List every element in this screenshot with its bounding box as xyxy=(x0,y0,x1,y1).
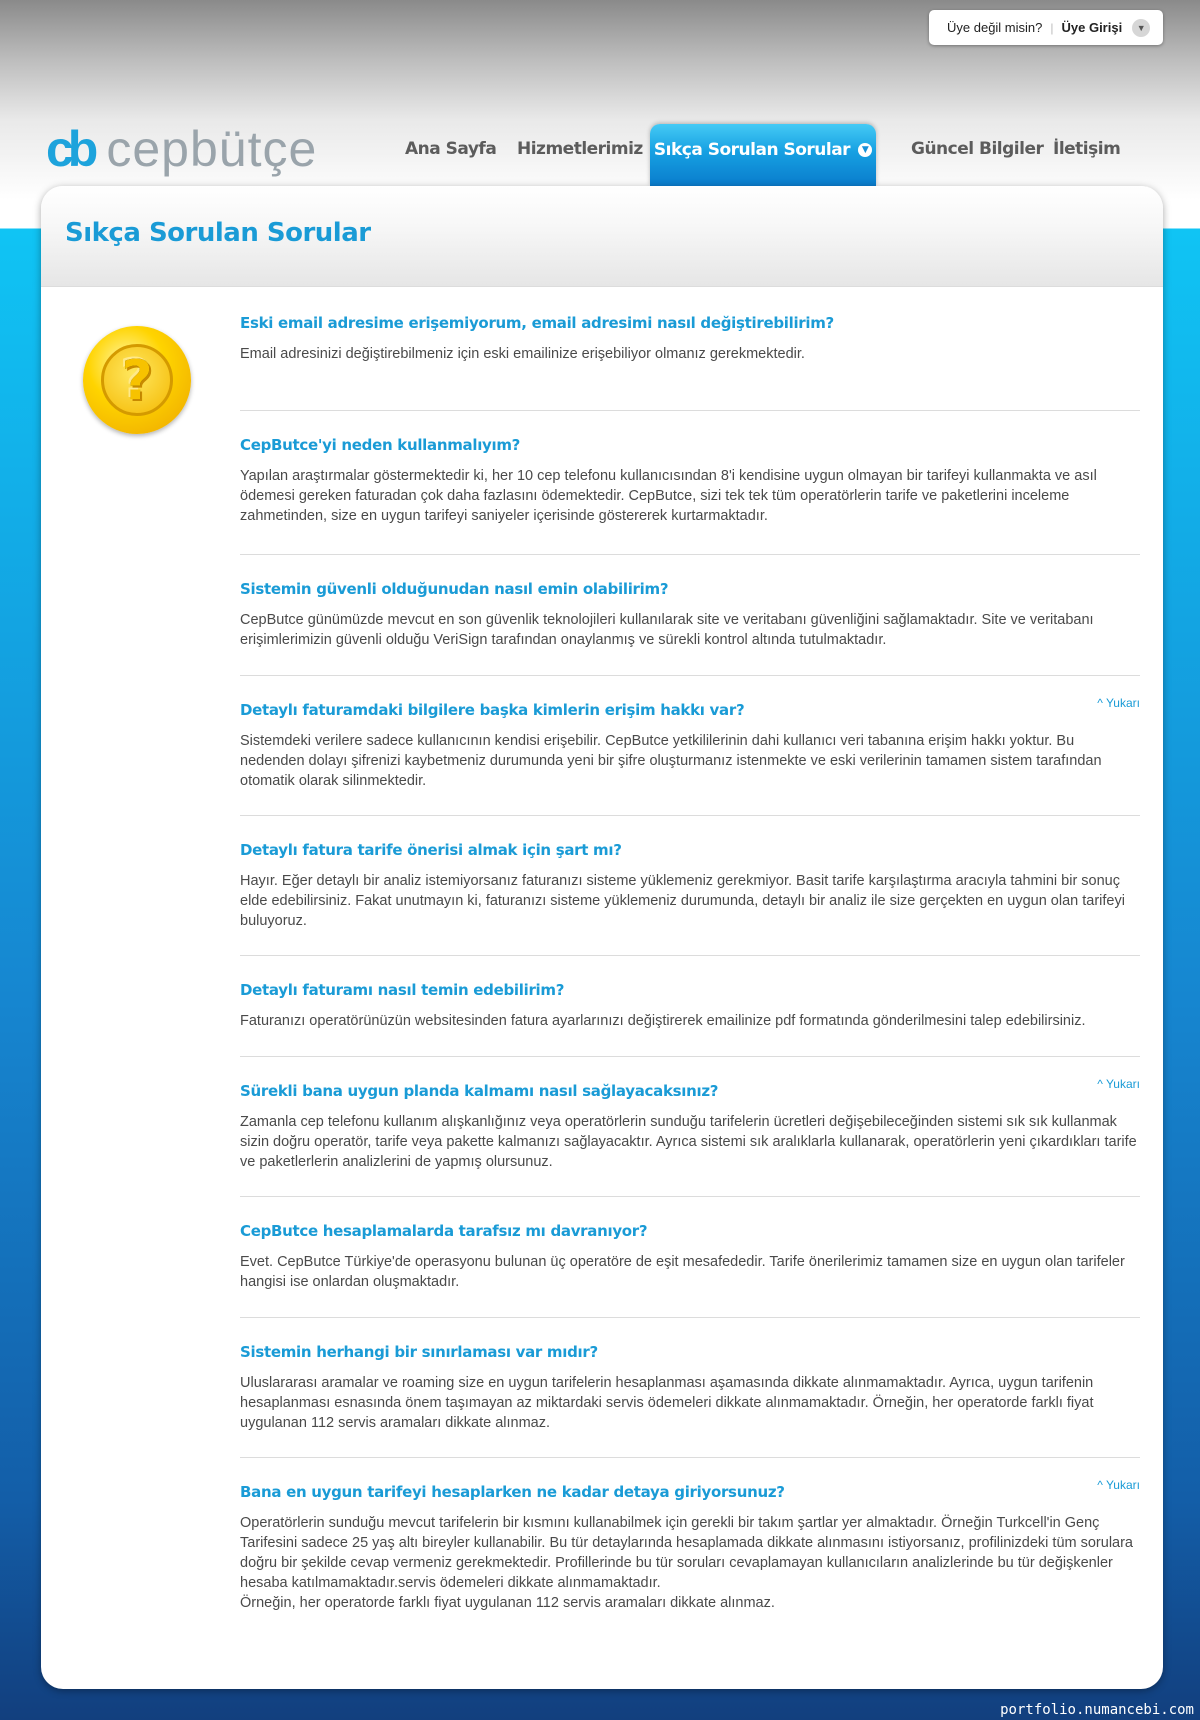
nav-contact[interactable]: İletişim xyxy=(1053,139,1121,159)
logo-text: cepbütçe xyxy=(106,121,318,177)
nav-news[interactable]: Güncel Bilgiler xyxy=(911,139,1044,159)
back-to-top-link[interactable]: ^ Yukarı xyxy=(1097,1077,1140,1091)
faq-question[interactable]: CepButce'yi neden kullanmalıyım? xyxy=(240,436,521,454)
faq-question[interactable]: Sistemin herhangi bir sınırlaması var mıdır? xyxy=(240,1343,598,1361)
faq-item xyxy=(240,1458,1140,1613)
logo[interactable] xyxy=(46,121,318,177)
faq-question[interactable]: Detaylı faturamı nasıl temin edebilirim? xyxy=(240,981,565,999)
faq-answer: Email adresinizi değiştirebilmeniz için eski emailinize erişebiliyor olmanız gerekmektedir. xyxy=(240,346,805,362)
faq-question[interactable]: Sürekli bana uygun planda kalmamı nasıl sağlayacaksınız? xyxy=(240,1082,719,1100)
chevron-down-icon: ▼ xyxy=(858,143,872,157)
faq-question[interactable]: Eski email adresime erişemiyorum, email adresimi nasıl değiştirebilirim? xyxy=(240,314,834,332)
faq-question[interactable]: Detaylı faturamdaki bilgilere başka kimlerin erişim hakkı var? xyxy=(240,701,745,719)
panel-header xyxy=(41,186,1163,287)
separator: | xyxy=(1050,20,1054,35)
faq-answer: CepButce günümüzde mevcut en son güvenlik teknolojileri kullanılarak site ve veritabanı güvenliğini sağlamaktadır. Site ve veritabanı erişimlerimizin güvenli olduğu VeriSign tarafından onaylanmış ve sürekli kontrol altında tutulmaktadır. xyxy=(240,612,1094,648)
not-member-link[interactable]: Üye değil misin? xyxy=(947,20,1043,35)
faq-item xyxy=(240,555,1140,676)
faq-item xyxy=(240,816,1140,956)
faq-item xyxy=(240,1318,1140,1458)
faq-answer: Zamanla cep telefonu kullanım alışkanlığınız veya operatörlerin sunduğu tarifelerin ücretleri değişebileceğinden sistemi sık sık kullanmak sizin doğru operatör, tarife veya pakette kalmanızı sağlayacaktır. Ayrıca sistemi sık aralıklarla kullanarak, operatörlerin yeni çıkardıkları tarife ve paketlerlerin analizlerini de yapmış olursunuz. xyxy=(240,1114,1137,1170)
faq-question[interactable]: CepButce hesaplamalarda tarafsız mı davranıyor? xyxy=(240,1222,648,1240)
page-title: Sıkça Sorulan Sorular xyxy=(65,218,371,248)
faq-list xyxy=(240,314,1140,1613)
faq-item xyxy=(240,1057,1140,1197)
faq-item xyxy=(240,1197,1140,1318)
member-bar xyxy=(929,10,1163,45)
faq-answer: Faturanızı operatörünüzün websitesinden fatura ayarlarınızı değiştirerek emailinize pdf formatında gönderilmesini talep edebilirsiniz. xyxy=(240,1013,1086,1029)
chevron-down-icon[interactable]: ▼ xyxy=(1132,19,1150,37)
faq-answer: Sistemdeki verilere sadece kullanıcının kendisi erişebilir. CepButce yetkililerinin dahi kullanıcı veri tabanına erişim hakkı yoktur. Bu nedenden dolayı şifrenizi kaybetmeniz durumunda yeni bir şifre oluşturmanız istenmekte ve eski verilerinin tamamen sistem tarafından otomatik olarak silinmektedir. xyxy=(240,733,1102,789)
nav-home[interactable]: Ana Sayfa xyxy=(405,139,497,159)
nav-services[interactable]: Hizmetlerimiz xyxy=(517,139,643,159)
faq-item xyxy=(240,676,1140,816)
faq-question[interactable]: Sistemin güvenli olduğunudan nasıl emin olabilirim? xyxy=(240,580,669,598)
login-link[interactable]: Üye Girişi xyxy=(1061,20,1123,35)
faq-answer: Yapılan araştırmalar göstermektedir ki, her 10 cep telefonu kullanıcısından 8'i kendisine uygun olmayan bir tarifeyi kullanmakta ve asıl ödemesi gereken faturadan çok daha fazlasını ödemektedir. CepButce, sizi tek tek tüm operatörlerin tarife ve paketlerini inceleme zahmetinden, size en uygun tarifeyi saniyeler içerisinde göstererek kurtarmaktadır. xyxy=(240,468,1097,524)
question-mark-icon: ? xyxy=(83,326,191,434)
faq-item xyxy=(240,956,1140,1057)
faq-question[interactable]: Detaylı fatura tarife önerisi almak için şart mı? xyxy=(240,841,622,859)
back-to-top-link[interactable]: ^ Yukarı xyxy=(1097,696,1140,710)
back-to-top-link[interactable]: ^ Yukarı xyxy=(1097,1478,1140,1492)
nav-faq-label: Sıkça Sorulan Sorular xyxy=(653,140,851,160)
faq-answer: Hayır. Eğer detaylı bir analiz istemiyorsanız faturanızı sisteme yüklemeniz gerekmiyor. Basit tarife karşılaştırma aracıyla tahmini bir sonuç elde edebilirsiniz. Fakat unutmayın ki, faturanızı sisteme yüklemeniz durumunda, detaylı bir analiz ile size gerçekten en uygun olan tarifeyi buluyoruz. xyxy=(240,873,1125,929)
watermark: portfolio.numancebi.com xyxy=(1000,1702,1194,1718)
faq-answer: Uluslararası aramalar ve roaming size en uygun tarifelerin hesaplanması aşamasında dikkate alınmamaktadır. Ayrıca, uygun tarifenin hesaplanması esnasında önem taşımayan az miktardaki servis ödemeleri dikkate alınmamaktadır. Örneğin, her operatorde farklı fiyat uygulanan 112 servis aramaları dikkate alınmaz. xyxy=(240,1375,1094,1431)
faq-question[interactable]: Bana en uygun tarifeyi hesaplarken ne kadar detaya giriyorsunuz? xyxy=(240,1483,785,1501)
faq-item xyxy=(240,314,1140,411)
faq-answer: Evet. CepButce Türkiye'de operasyonu bulunan üç operatöre de eşit mesafededir. Tarife önerilerimiz tamamen size en uygun olan tarifeler hangisi ise onlardan oluşmaktadır. xyxy=(240,1254,1125,1290)
content-panel xyxy=(41,186,1163,1689)
logo-mark: cb xyxy=(46,121,93,177)
nav-faq[interactable] xyxy=(650,124,876,186)
faq-item xyxy=(240,411,1140,555)
faq-answer-note: Örneğin, her operatorde farklı fiyat uygulanan 112 servis aramaları dikkate alınmaz. xyxy=(240,1595,775,1611)
faq-answer: Operatörlerin sunduğu mevcut tarifelerin bir kısmını kullanabilmek için gerekli bir takım şartlar yer almaktadır. Örneğin Turkcell'in Genç Tarifesini sadece 25 yaş altı bireyler kullanabilir. Bu tür detaylarında hesaplamada dikkate alınmasını istiyorsanız, profilinizdeki tüm sorulara doğru bir şekilde cevap vermeniz gerekmektedir. Profillerinde bu tür soruları cevaplamayan kullanıcıların analizlerinde bu tür değişkenler hesaba katılmamaktadır.servis ödemeleri dikkate alınmamaktadır. xyxy=(240,1515,1133,1591)
